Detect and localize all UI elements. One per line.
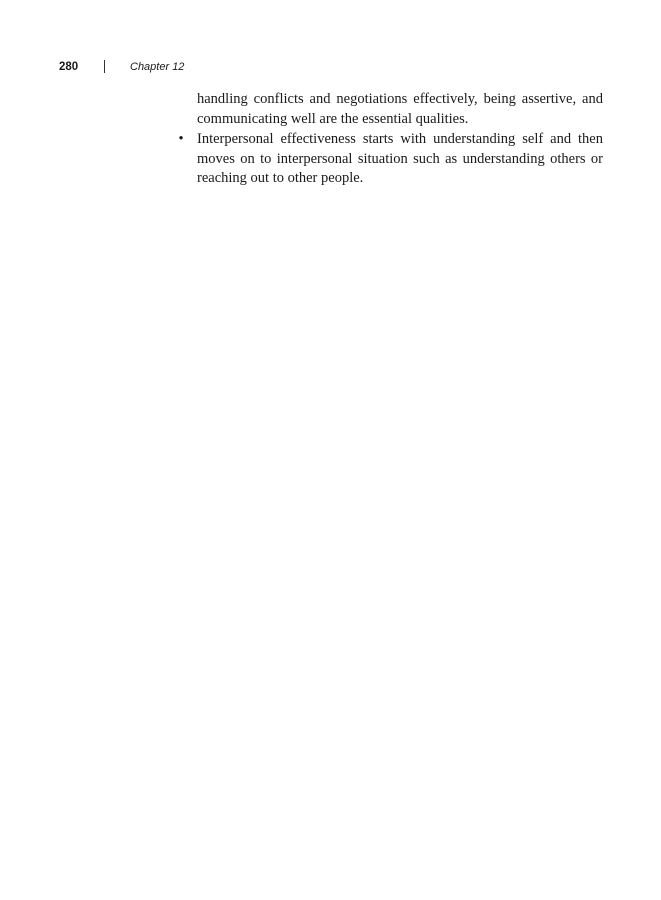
- bullet-list-item: [178, 130, 603, 189]
- chapter-label: Chapter 12: [130, 61, 185, 73]
- bullet-text: Interpersonal effectiveness starts with understanding self and then moves on to interpersonal situation such as understanding others or reaching out to other people.: [197, 131, 603, 186]
- bullet-icon: •: [178, 131, 184, 147]
- header-separator: [104, 60, 105, 73]
- page-number: 280: [59, 61, 79, 73]
- continued-paragraph: handling conflicts and negotiations effectively, being assertive, and communicating well are the essential qualities.: [197, 91, 603, 127]
